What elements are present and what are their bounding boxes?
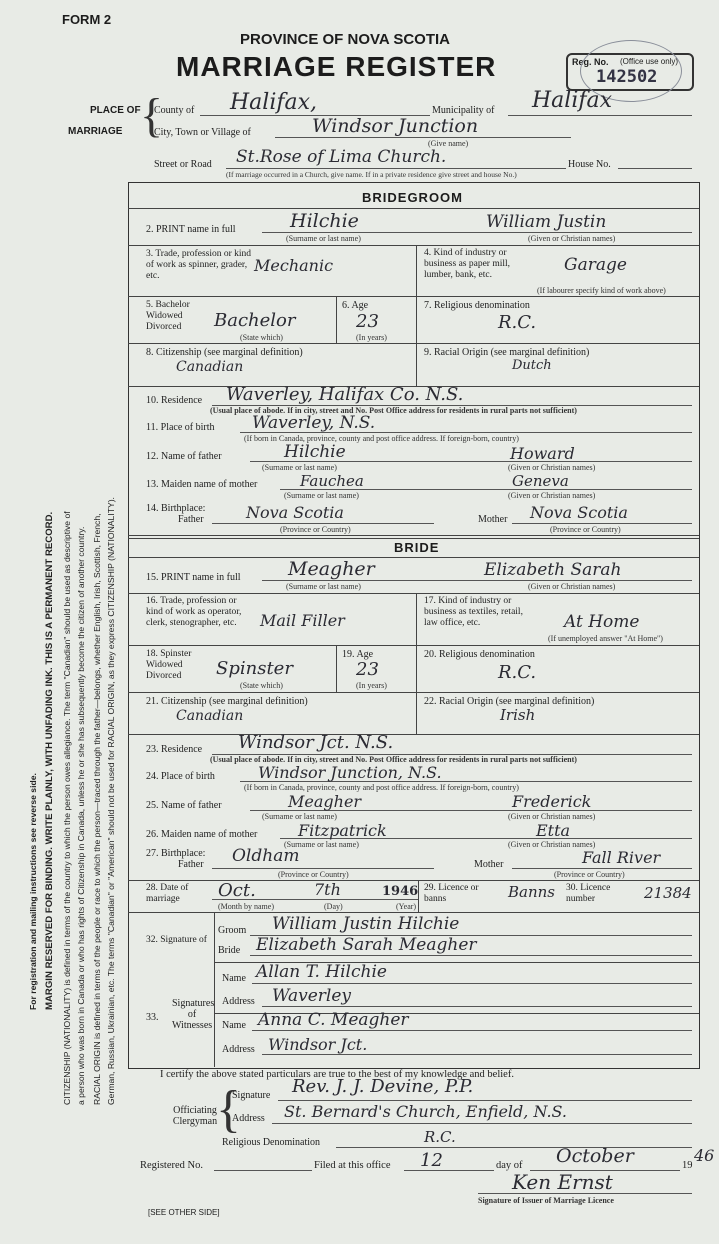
bride-father-label: 25. Name of father: [146, 800, 222, 811]
bride-origin-label: 22. Racial Origin (see marginal definition): [424, 696, 595, 707]
groom-mother-given-note: (Given or Christian names): [508, 491, 596, 500]
signature-of-label: 32. Signature of: [146, 935, 207, 945]
groom-given-names: William Justin: [486, 212, 607, 232]
witness1-name-label: Name: [222, 973, 246, 984]
groom-industry-label: 4. Kind of industry or business as paper mill, lumber, bank, etc.: [424, 248, 511, 280]
clergy-denomination: R.C.: [424, 1128, 456, 1146]
groom-state-which: (State which): [240, 333, 283, 342]
bride-father-surname-note: (Surname or last name): [262, 812, 337, 821]
witness2-address-label: Address: [222, 1044, 255, 1055]
groom-mother-given: Geneva: [512, 472, 569, 490]
registered-no-label: Registered No.: [140, 1160, 203, 1171]
marriage-year: 1946: [382, 884, 419, 899]
groom-religion-label: 7. Religious denomination: [424, 300, 530, 311]
bride-age: 23: [356, 659, 379, 680]
city-label: City, Town or Village of: [154, 127, 251, 138]
bride-signature: Elizabeth Sarah Meagher: [256, 935, 477, 955]
groom-age: 23: [356, 311, 379, 332]
bride-surname-note: (Surname or last name): [286, 582, 361, 591]
bride-citizenship: Canadian: [176, 708, 244, 724]
groom-surname-note: (Surname or last name): [286, 234, 361, 243]
bride-surname: Meagher: [288, 558, 375, 580]
filed-label: Filed at this office: [314, 1160, 391, 1171]
groom-birthplace: Waverley, N.S.: [252, 413, 376, 433]
groom-given-note: (Given or Christian names): [528, 234, 616, 243]
licence-or-banns: Banns: [508, 883, 555, 901]
bride-heading: BRIDE: [394, 540, 440, 555]
groom-father-label: 12. Name of father: [146, 451, 222, 462]
groom-status-label: 5. Bachelor Widowed Divorced: [146, 300, 190, 332]
year-note: (Year): [396, 902, 417, 911]
page-title: MARRIAGE REGISTER: [176, 51, 497, 82]
marriage-date-label: 28. Date of marriage: [146, 883, 189, 904]
unemployed-note: (If unemployed answer "At Home"): [548, 634, 663, 643]
groom-trade: Mechanic: [254, 256, 334, 275]
groom-mother-label: 13. Maiden name of mother: [146, 479, 258, 490]
year-prefix: 19: [682, 1160, 693, 1171]
bride-given-note: (Given or Christian names): [528, 582, 616, 591]
citizenship-definition-2: a person who was born in Canada or who has rights of Citizenship in Canada, unless he or she has subsequently become the citizen of another country.: [76, 526, 86, 1105]
licence-number: 21384: [644, 884, 692, 902]
street-label: Street or Road: [154, 159, 212, 170]
witness2-address: Windsor Jct.: [268, 1035, 368, 1054]
witness1-name: Allan T. Hilchie: [256, 962, 387, 982]
marriage-label: MARRIAGE: [68, 126, 123, 137]
bride-mother-surname-note: (Surname or last name): [284, 840, 359, 849]
groom-origin: Dutch: [512, 358, 552, 373]
groom-origin-label: 9. Racial Origin (see marginal definition): [424, 347, 590, 358]
province-heading: PROVINCE OF NOVA SCOTIA: [240, 31, 451, 48]
groom-age-label: 6. Age: [342, 300, 369, 311]
groom-name-label: 2. PRINT name in full: [146, 224, 236, 235]
bride-religion-label: 20. Religious denomination: [424, 649, 535, 660]
bride-religion: R.C.: [498, 662, 537, 683]
filed-day: 12: [420, 1150, 443, 1171]
street-note: (If marriage occurred in a Church, give name. If in a private residence give street and house No.): [226, 170, 517, 179]
groom-father-bp-note: (Province or Country): [280, 525, 351, 534]
bride-given-names: Elizabeth Sarah: [484, 560, 622, 580]
officiating-clergyman-label: Officiating Clergyman: [172, 1105, 218, 1127]
bride-mother-bp-note: (Province or Country): [554, 870, 625, 879]
day-of-label: day of: [496, 1160, 523, 1171]
clergy-brace: {: [216, 1081, 241, 1138]
witness-number-label: 33.: [146, 1012, 159, 1023]
see-other-side: [SEE OTHER SIDE]: [148, 1208, 220, 1217]
bride-age-label: 19. Age: [342, 649, 374, 660]
month-note: (Month by name): [218, 902, 274, 911]
bride-status-label: 18. Spinster Widowed Divorced: [146, 649, 192, 681]
groom-birthplace-label: 11. Place of birth: [146, 422, 215, 433]
racial-origin-definition-1: RACIAL ORIGIN is defined in terms of the people or race to which the person—traced through the father—belongs, whether English, Irish, Scottish, French,: [92, 513, 102, 1105]
bride-status: Spinster: [216, 658, 293, 679]
bride-birthplace-label: 24. Place of birth: [146, 771, 215, 782]
groom-father-surname-note: (Surname or last name): [262, 463, 337, 472]
licence-number-label: 30. Licence number: [566, 883, 611, 904]
margin-reserved-note: MARGIN RESERVED FOR BINDING. WRITE PLAINLY, WITH UNFADING INK. THIS IS A PERMANENT RECORD.: [44, 511, 55, 1010]
bride-mother-surname: Fitzpatrick: [298, 821, 387, 840]
witnesses-label: Signatures of Witnesses: [172, 998, 215, 1031]
certification-text: I certify the above stated particulars are true to the best of my knowledge and belief.: [160, 1069, 514, 1080]
bride-state-which: (State which): [240, 681, 283, 690]
witness1-address: Waverley: [272, 986, 352, 1006]
groom-mother-surname: Fauchea: [300, 472, 364, 490]
house-label: House No.: [568, 159, 611, 170]
groom-status: Bachelor: [214, 310, 296, 331]
form-number: FORM 2: [62, 12, 112, 27]
groom-birthplace-parents-label: 14. Birthplace:: [146, 503, 206, 514]
groom-father-surname: Hilchie: [284, 442, 346, 462]
bride-father-surname: Meagher: [288, 792, 362, 811]
groom-mother-surname-note: (Surname or last name): [284, 491, 359, 500]
day-note: (Day): [324, 902, 343, 911]
reg-label: Reg. No.: [572, 57, 609, 67]
bride-birthplace-parents-label: 27. Birthplace:: [146, 848, 206, 859]
marriage-day: 7th: [314, 880, 341, 899]
bride-name-label: 15. PRINT name in full: [146, 572, 241, 583]
place-of-label: PLACE OF: [90, 105, 141, 116]
street-value: St.Rose of Lima Church.: [236, 147, 447, 167]
bride-birthplace: Windsor Junction, N.S.: [258, 763, 442, 782]
clergy-sig-label: Signature: [232, 1090, 271, 1101]
bride-origin: Irish: [500, 706, 536, 724]
bride-residence: Windsor Jct. N.S.: [238, 732, 394, 753]
groom-mother-birthplace: Nova Scotia: [530, 503, 628, 522]
municipality-label: Municipality of: [432, 105, 495, 116]
groom-bp-father-label: Father: [178, 514, 204, 525]
reg-value: 142502: [596, 67, 658, 87]
clergy-address: St. Bernard's Church, Enfield, N.S.: [284, 1102, 567, 1121]
bride-in-years: (In years): [356, 681, 387, 690]
place-brace: {: [140, 89, 164, 142]
groom-father-given-note: (Given or Christian names): [508, 463, 596, 472]
groom-father-birthplace: Nova Scotia: [246, 503, 344, 522]
clergy-address-label: Address: [232, 1113, 265, 1124]
groom-surname: Hilchie: [290, 210, 359, 232]
bride-sig-label: Bride: [218, 945, 241, 956]
groom-industry: Garage: [564, 255, 627, 275]
labourer-note: (If labourer specify kind of work above): [537, 286, 666, 295]
bride-bp-father-label: Father: [178, 859, 204, 870]
racial-origin-definition-2: German, Russian, Ukrainian, etc. The terms "Canadian" or "American" should not be used for RACIAL ORIGIN, as they express CITIZENSHIP (NATIONALITY).: [106, 497, 116, 1105]
municipality-value: Halifax: [532, 88, 613, 113]
bride-industry-label: 17. Kind of industry or business as textiles, retail, law office, etc.: [424, 596, 523, 628]
groom-sig-label: Groom: [218, 925, 247, 936]
filed-year: 46: [694, 1146, 715, 1165]
groom-citizenship-label: 8. Citizenship (see marginal definition): [146, 347, 303, 358]
licence-banns-label: 29. Licence or banns: [424, 883, 479, 904]
groom-bp-mother-label: Mother: [478, 514, 508, 525]
groom-birth-note: (If born in Canada, province, county and post office address. If foreign-born, country): [244, 434, 519, 443]
bride-bp-mother-label: Mother: [474, 859, 504, 870]
filed-month: October: [556, 1145, 634, 1167]
denomination-label: Religious Denomination: [222, 1137, 321, 1148]
bride-father-bp-note: (Province or Country): [278, 870, 349, 879]
bride-citizenship-label: 21. Citizenship (see marginal definition): [146, 696, 308, 707]
witness2-name-label: Name: [222, 1020, 246, 1031]
bride-birth-note: (If born in Canada, province, county and post office address. If foreign-born, country): [244, 783, 519, 792]
clergy-signature: Rev. J. J. Devine, P.P.: [292, 1076, 474, 1097]
groom-residence: Waverley, Halifax Co. N.S.: [226, 384, 464, 405]
county-value: Halifax,: [230, 90, 318, 115]
bride-father-given-note: (Given or Christian names): [508, 812, 596, 821]
office-use-note: (Office use only): [620, 57, 679, 66]
groom-trade-label: 3. Trade, profession or kind of work as spinner, grader, etc.: [146, 249, 252, 281]
groom-religion: R.C.: [498, 312, 537, 333]
margin-instructions: For registration and mailing instructions see reverse side.: [28, 773, 38, 1010]
groom-mother-bp-note: (Province or Country): [550, 525, 621, 534]
bride-father-given: Frederick: [512, 792, 592, 811]
bride-mother-given-note: (Given or Christian names): [508, 840, 596, 849]
bridegroom-heading: BRIDEGROOM: [362, 190, 463, 205]
bride-residence-label: 23. Residence: [146, 744, 203, 755]
give-name-note: (Give name): [428, 139, 469, 148]
witness2-name: Anna C. Meagher: [258, 1010, 409, 1030]
groom-signature: William Justin Hilchie: [272, 914, 460, 934]
groom-residence-note: (Usual place of abode. If in city, street and No. Post Office address for residents in rural parts not sufficient): [210, 406, 577, 415]
bride-mother-label: 26. Maiden name of mother: [146, 829, 258, 840]
citizenship-definition-1: CITIZENSHIP (NATIONALITY) is defined in terms of the country to which the person owes allegiance. The term "Canadian" should be used as descriptive of: [62, 511, 72, 1105]
issuer-label: Signature of Issuer of Marriage Licence: [478, 1196, 614, 1205]
groom-in-years: (In years): [356, 333, 387, 342]
marriage-month: Oct.: [218, 880, 256, 901]
groom-citizenship: Canadian: [176, 359, 244, 375]
bride-industry: At Home: [564, 612, 640, 632]
bride-mother-given: Etta: [536, 821, 571, 840]
groom-father-given: Howard: [510, 444, 575, 463]
witness1-address-label: Address: [222, 996, 255, 1007]
bride-residence-note: (Usual place of abode. If in city, street and No. Post Office address for residents in rural parts not sufficient): [210, 755, 577, 764]
bride-trade-label: 16. Trade, profession or kind of work as operator, clerk, stenographer, etc.: [146, 596, 242, 628]
bride-mother-birthplace: Fall River: [582, 848, 661, 867]
issuer-signature: Ken Ernst: [512, 1170, 613, 1194]
groom-residence-label: 10. Residence: [146, 395, 203, 406]
bride-trade: Mail Filler: [260, 611, 345, 630]
county-label: County of: [154, 105, 195, 116]
city-value: Windsor Junction: [312, 115, 479, 137]
bride-father-birthplace: Oldham: [232, 846, 300, 866]
